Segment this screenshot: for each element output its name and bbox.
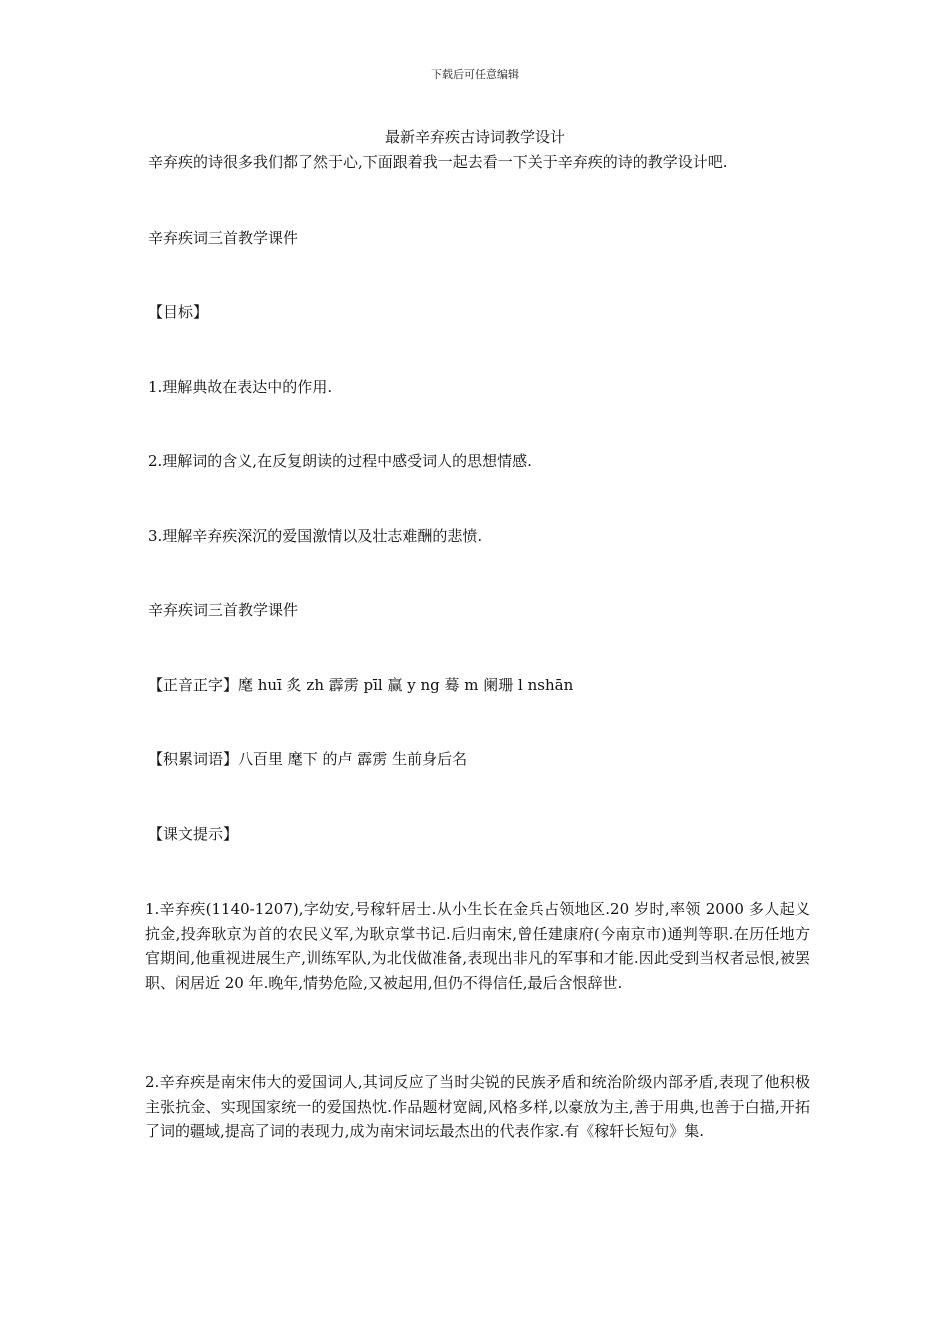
goal-item-2: 2.理解词的含义,在反复朗读的过程中感受词人的思想情感. [148, 452, 532, 470]
text-tips-heading: 【课文提示】 [148, 825, 239, 843]
vocabulary-line: 【积累词语】八百里 麾下 的卢 霹雳 生前身后名 [148, 750, 468, 768]
goal-heading: 【目标】 [148, 303, 209, 321]
tip-paragraph-1: 1.辛弃疾(1140-1207),字幼安,号稼轩居士.从小生长在金兵占领地区.20 岁时,率领 2000 多人起义抗金,投奔耿京为首的农民义军,为耿京掌书记.后归南宋,曾任建康府(今南京市)通判等职.在历任地方官期间,他重视进展生产,训练军队,为北伐做准备,表现出非凡的军事和才能.因此受到当权者忌恨,被罢职、闲居近 20 年.晚年,情势危险,又被起用,但仍不得信任,最后含恨辞世. [145, 900, 810, 992]
tip-paragraph-2: 2.辛弃疾是南宋伟大的爱国词人,其词反应了当时尖锐的民族矛盾和统治阶级内部矛盾,表现了他积极主张抗金、实现国家统一的爱国热忱.作品题材宽阔,风格多样,以豪放为主,善于用典,也善于白描,开拓了词的疆域,提高了词的表现力,成为南宋词坛最杰出的代表作家.有《稼轩长短句》集. [145, 1073, 810, 1140]
header-note: 下载后可任意编辑 [431, 68, 519, 81]
goal-item-1: 1.理解典故在表达中的作用. [148, 378, 333, 396]
goal-item-3: 3.理解辛弃疾深沉的爱国激情以及壮志难酬的悲愤. [148, 527, 483, 545]
document-title: 最新辛弃疾古诗词教学设计 [384, 128, 565, 146]
pronunciation-line: 【正音正字】麾 huī 炙 zh 霹雳 pīl 赢 y ng 蓦 m 阑珊 l nshān [148, 676, 574, 694]
section-title-2: 辛弃疾词三首教学课件 [148, 601, 299, 619]
section-title-1: 辛弃疾词三首教学课件 [148, 229, 299, 247]
intro-paragraph: 辛弃疾的诗很多我们都了然于心,下面跟着我一起去看一下关于辛弃疾的诗的教学设计吧. [148, 153, 728, 171]
